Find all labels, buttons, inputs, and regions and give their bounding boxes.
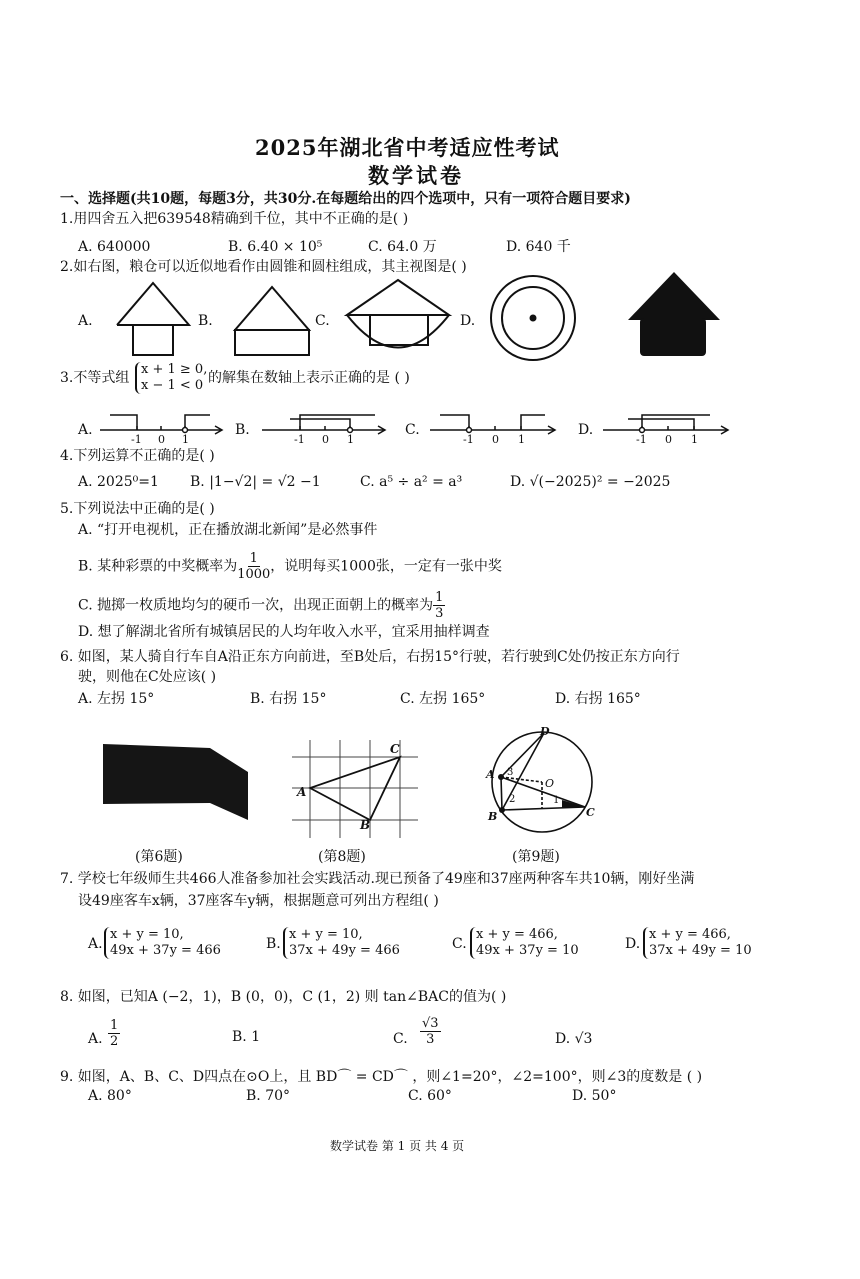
q9-stem: 9. 如图，A、B、C、D四点在⊙O上，且 BD⌒ = CD⌒ ，则∠1=20°，∠2=100°，则∠3的度数是 ( ) bbox=[60, 1069, 703, 1085]
fig9-label-o: O bbox=[545, 777, 555, 790]
q3-c-tick-1: 1 bbox=[518, 433, 525, 446]
q2-label-d: D. bbox=[460, 313, 476, 329]
q7-line2: 设49座客车x辆，37座客车y辆，根据题意可列出方程组( ) bbox=[78, 893, 439, 909]
q7-d-eq2: 37x + 49y = 10 bbox=[649, 943, 752, 958]
q5-b-pre: B. 某种彩票的中奖概率为 bbox=[78, 558, 238, 575]
q5-option-a: A. “打开电视机，正在播放湖北新闻”是必然事件 bbox=[78, 522, 378, 538]
q5-b-num: 1 bbox=[249, 551, 258, 566]
q3-label-b: B. bbox=[235, 422, 250, 438]
q3-label-a: A. bbox=[78, 422, 93, 438]
q7-d-eq1: x + y = 466, bbox=[649, 927, 731, 942]
q7-option-a bbox=[104, 927, 221, 959]
q7-option-c bbox=[470, 927, 579, 959]
fig9-label-c: C bbox=[586, 806, 595, 819]
q5-b-post: ，说明每买1000张，一定有一张中奖 bbox=[270, 558, 502, 575]
q6-option-c: C. 左拐 165° bbox=[400, 691, 486, 707]
fig8-caption: (第8题) bbox=[318, 849, 366, 865]
q7-c-eq1: x + y = 466, bbox=[476, 927, 558, 942]
page-footer: 数学试卷 第 1 页 共 4 页 bbox=[330, 1139, 465, 1153]
q3-c-tick-0: 0 bbox=[492, 433, 499, 446]
q6-option-d: D. 右拐 165° bbox=[555, 691, 641, 707]
q7-c-label: C. bbox=[452, 936, 467, 952]
fig9-vertex-a bbox=[498, 774, 504, 780]
q8-a-den: 2 bbox=[110, 1034, 119, 1049]
q8-a-num: 1 bbox=[110, 1018, 119, 1033]
q9-option-b: B. 70° bbox=[246, 1088, 291, 1104]
q9-option-a: A. 80° bbox=[88, 1088, 132, 1104]
q4-option-b: B. |1−√2| = √2 −1 bbox=[190, 474, 321, 490]
q8-c-den: 3 bbox=[426, 1032, 435, 1047]
q4-option-d: D. √(−2025)² = −2025 bbox=[510, 474, 671, 490]
q4-option-a: A. 2025⁰=1 bbox=[78, 474, 159, 490]
q3-b-tick-0: 0 bbox=[322, 433, 329, 446]
q3-d-tick-m1: -1 bbox=[636, 433, 647, 446]
q5-c-den: 3 bbox=[435, 606, 444, 621]
fig8-label-b: B bbox=[360, 818, 371, 832]
q5-b-den: 1000 bbox=[237, 567, 271, 582]
fig9-label-2: 2 bbox=[509, 794, 516, 805]
q7-b-eq2: 37x + 49y = 466 bbox=[289, 943, 400, 958]
q8-c-label: C. bbox=[393, 1031, 408, 1047]
q7-c-eq2: 49x + 37y = 10 bbox=[476, 943, 579, 958]
fig6-caption: (第6题) bbox=[135, 849, 183, 865]
q7-option-b bbox=[283, 927, 400, 959]
q7-d-label: D. bbox=[625, 936, 641, 952]
fig9-label-d: D bbox=[540, 725, 550, 738]
q6-line1: 6. 如图，某人骑自行车自A沿正东方向前进，至B处后，右拐15°行驶，若行驶到C处仍按正东方向行 bbox=[60, 649, 680, 665]
fig9-angle-mark bbox=[562, 800, 585, 808]
q2-stem: 2.如右图，粮仓可以近似地看作由圆锥和圆柱组成，其主视图是( ) bbox=[60, 259, 467, 275]
q5-option-d: D. 想了解湖北省所有城镇居民的人均年收入水平，宜采用抽样调查 bbox=[78, 624, 490, 640]
fig9-circle bbox=[492, 732, 592, 832]
q9-option-d: D. 50° bbox=[572, 1088, 617, 1104]
q7-b-eq1: x + y = 10, bbox=[289, 927, 363, 942]
q7-a-eq2: 49x + 37y = 466 bbox=[110, 943, 221, 958]
section-heading: 一、选择题(共10题，每题3分，共30分.在每题给出的四个选项中，只有一项符合题目要求) bbox=[60, 191, 631, 207]
q8-option-d: D. √3 bbox=[555, 1031, 593, 1047]
page-title: 2025年湖北省中考适应性考试 bbox=[255, 135, 560, 160]
fig9-label-b: B bbox=[488, 810, 498, 823]
q8-a-label: A. bbox=[88, 1031, 103, 1047]
q5-stem: 5.下列说法中正确的是( ) bbox=[60, 501, 215, 517]
q7-option-d bbox=[643, 927, 752, 959]
q6-option-a: A. 左拐 15° bbox=[78, 691, 155, 707]
q7-line1: 7. 学校七年级师生共466人准备参加社会实践活动.现已预备了49座和37座两种客车共10辆，刚好坐满 bbox=[60, 871, 695, 887]
q3-line1: x + 1 ≥ 0, bbox=[141, 362, 208, 377]
q3-suffix: 的解集在数轴上表示正确的是 ( ) bbox=[208, 370, 410, 386]
q6-option-b: B. 右拐 15° bbox=[250, 691, 327, 707]
q3-label-c: C. bbox=[405, 422, 420, 438]
q6-line2: 驶，则他在C处应该( ) bbox=[78, 669, 217, 685]
fig9-caption: (第9题) bbox=[512, 849, 560, 865]
q8-option-c bbox=[420, 1016, 441, 1047]
q3-c-tick-m1: -1 bbox=[463, 433, 474, 446]
fig8-label-c: C bbox=[390, 742, 400, 756]
q9-option-c: C. 60° bbox=[408, 1088, 452, 1104]
q3-label-d: D. bbox=[578, 422, 594, 438]
q1-option-c: C. 64.0 万 bbox=[368, 239, 437, 255]
q5-c-pre: C. 抛掷一枚质地均匀的硬币一次，出现正面朝上的概率为 bbox=[78, 597, 434, 614]
q3-a-tick-m1: -1 bbox=[131, 433, 142, 446]
fig9-label-1: 1 bbox=[553, 795, 560, 806]
q8-option-a bbox=[108, 1018, 120, 1049]
fig6-road bbox=[103, 744, 248, 820]
q7-a-label: A. bbox=[88, 936, 103, 952]
q4-stem: 4.下列运算不正确的是( ) bbox=[60, 448, 215, 464]
q2-label-c: C. bbox=[315, 313, 330, 329]
q3-b-tick-m1: -1 bbox=[294, 433, 305, 446]
q4-option-c: C. a⁵ ÷ a² = a³ bbox=[360, 474, 463, 490]
q1-option-b: B. 6.40 × 10⁵ bbox=[228, 239, 323, 255]
fig9-label-a: A bbox=[486, 768, 495, 781]
q1-stem: 1.用四舍五入把639548精确到千位，其中不正确的是( ) bbox=[60, 211, 409, 227]
q8-option-b: B. 1 bbox=[232, 1029, 261, 1045]
page-subtitle: 数学试卷 bbox=[368, 163, 464, 188]
q8-c-num: √3 bbox=[422, 1016, 439, 1031]
q3-b-tick-1: 1 bbox=[347, 433, 354, 446]
fig9-vertex-b bbox=[499, 807, 505, 813]
q3-line2: x − 1 < 0 bbox=[141, 378, 204, 393]
fig9-label-3: 3 bbox=[507, 767, 514, 778]
q1-option-a: A. 640000 bbox=[78, 239, 151, 255]
q3-d-tick-0: 0 bbox=[665, 433, 672, 446]
fig8-label-a: A bbox=[297, 785, 307, 799]
q7-b-label: B. bbox=[266, 936, 281, 952]
q3-a-tick-0: 0 bbox=[158, 433, 165, 446]
q7-a-eq1: x + y = 10, bbox=[110, 927, 184, 942]
q3-d-tick-1: 1 bbox=[691, 433, 698, 446]
q2-label-b: B. bbox=[198, 313, 213, 329]
q1-option-d: D. 640 千 bbox=[506, 239, 571, 255]
q3-a-tick-1: 1 bbox=[182, 433, 189, 446]
q8-stem: 8. 如图，已知A (−2，1)，B (0，0)，C (1，2) 则 tan∠BAC的值为( ) bbox=[60, 989, 507, 1005]
q5-c-num: 1 bbox=[435, 590, 444, 605]
q2-label-a: A. bbox=[78, 313, 93, 329]
q3-prefix: 3.不等式组 bbox=[60, 370, 130, 386]
